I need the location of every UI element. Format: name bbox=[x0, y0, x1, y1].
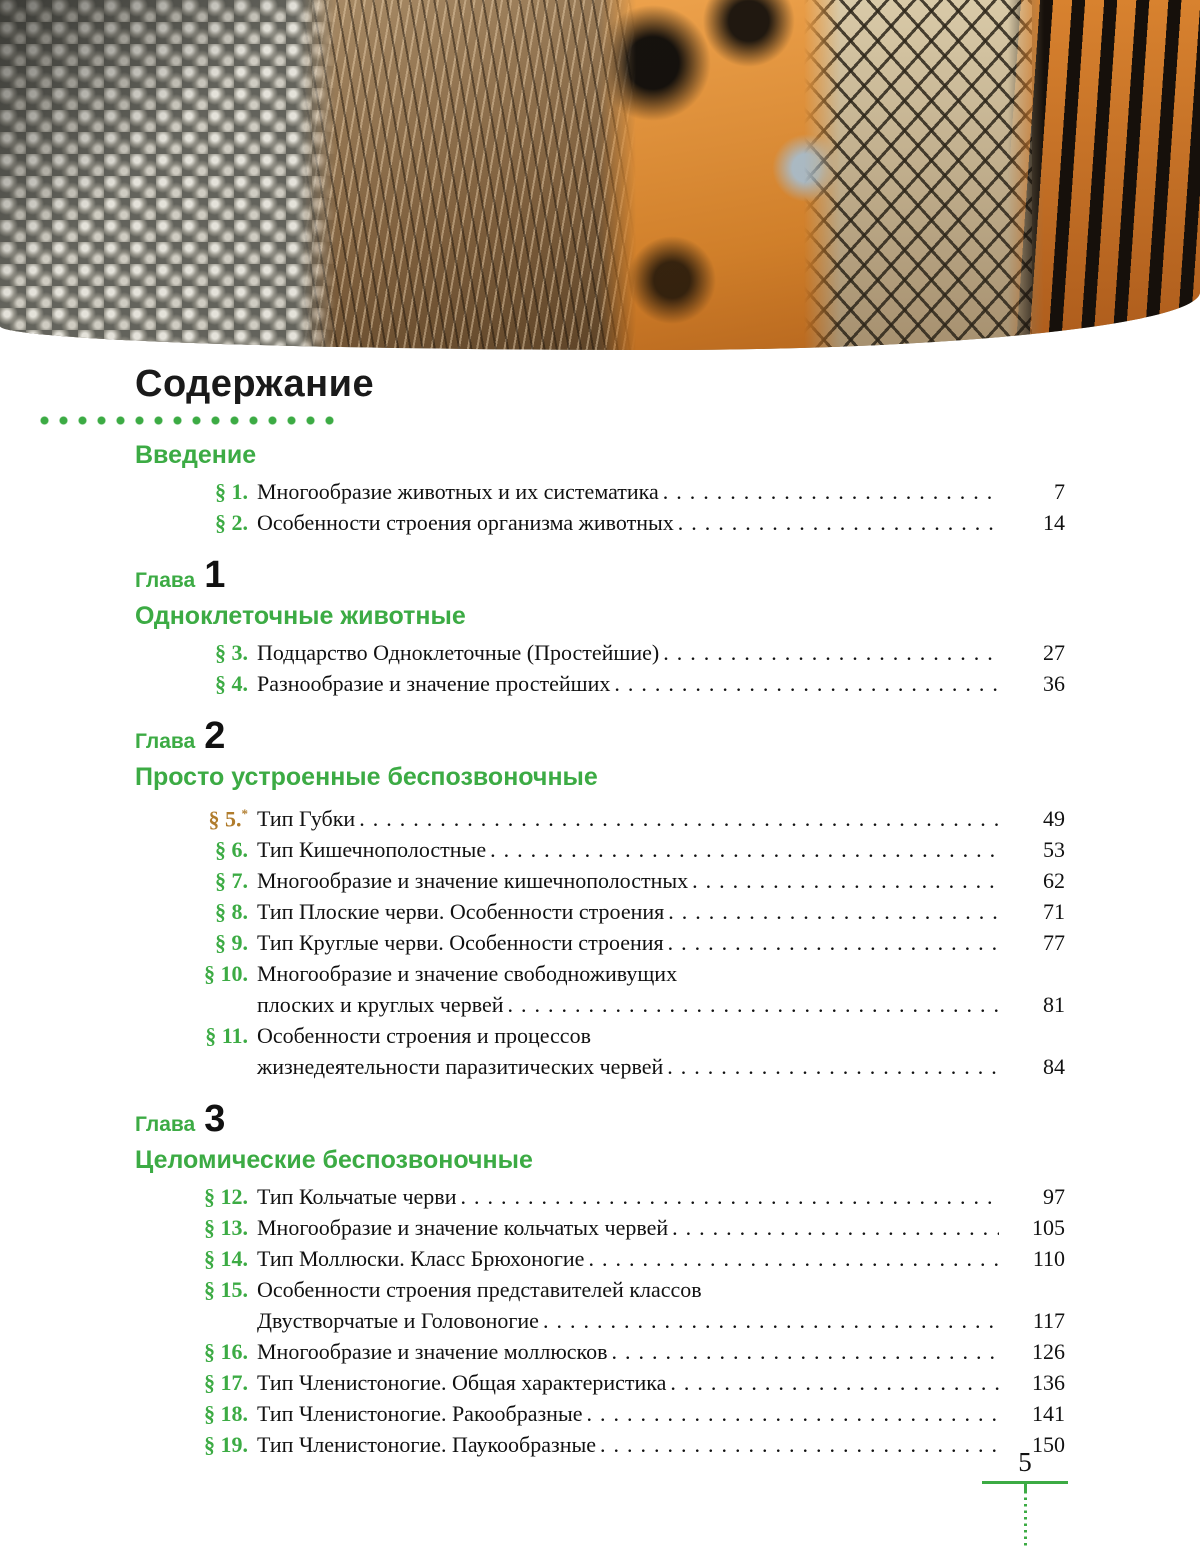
entry-number: § 2. bbox=[215, 510, 248, 535]
chapter-heading bbox=[135, 556, 1065, 602]
entry-text: Двустворчатые и Головоногие bbox=[257, 1308, 539, 1334]
dot-leader bbox=[612, 1336, 999, 1367]
toc-entry-line bbox=[135, 1398, 1065, 1429]
entry-page: 36 bbox=[1043, 671, 1065, 696]
dot-leader bbox=[490, 834, 999, 865]
toc-entry-line bbox=[135, 1367, 1065, 1398]
entry-page: 141 bbox=[1032, 1401, 1065, 1427]
entry-number: § 4. bbox=[215, 671, 248, 696]
toc-entry-line bbox=[135, 668, 1065, 699]
entry-page: 117 bbox=[1032, 1308, 1065, 1334]
dot-leader bbox=[670, 1367, 999, 1398]
animal-texture-banner bbox=[0, 0, 1200, 350]
dot-leader bbox=[692, 865, 999, 896]
chapter-label: Глава bbox=[135, 1113, 196, 1137]
entry-number: § 14. bbox=[204, 1246, 248, 1272]
entry-page: 77 bbox=[1043, 930, 1065, 956]
toc-entry-line bbox=[135, 798, 1065, 834]
dot-leader bbox=[668, 896, 999, 927]
entry-number: § 3. bbox=[215, 640, 248, 665]
section-heading: Просто устроенные беспозвоночные bbox=[135, 763, 598, 791]
entry-text: Многообразие и значение кольчатых червей bbox=[257, 1215, 669, 1241]
toc-entry-line bbox=[135, 896, 1065, 927]
dot-leader bbox=[508, 989, 1000, 1020]
dot-leader bbox=[614, 668, 999, 699]
page-footer bbox=[982, 1447, 1068, 1549]
entry-text: Многообразие животных и их систематика bbox=[257, 479, 659, 504]
entry-page: 105 bbox=[1032, 1215, 1065, 1241]
toc-entry-line bbox=[135, 1212, 1065, 1243]
entry-number: § 5.* bbox=[208, 806, 248, 832]
entry-number: § 18. bbox=[204, 1401, 248, 1427]
entry-number: § 16. bbox=[204, 1339, 248, 1365]
toc-entry-line bbox=[135, 507, 1065, 538]
entry-page: 71 bbox=[1043, 899, 1065, 925]
page-number: 5 bbox=[1018, 1447, 1032, 1477]
entry-page: 136 bbox=[1032, 1370, 1065, 1396]
page-title: Содержание bbox=[135, 363, 375, 405]
entry-number: § 10. bbox=[204, 961, 248, 987]
toc-entry-line bbox=[135, 927, 1065, 958]
toc-entry-line bbox=[135, 958, 1065, 989]
entry-text: Подцарство Одноклеточные (Простейшие) bbox=[257, 640, 660, 665]
entry-page: 84 bbox=[1043, 1054, 1065, 1080]
chapter-number: 3 bbox=[204, 1098, 226, 1141]
entry-page: 62 bbox=[1043, 868, 1065, 894]
toc-entry-line bbox=[135, 1274, 1065, 1305]
dot-leader bbox=[668, 927, 999, 958]
toc-entry-line bbox=[135, 989, 1065, 1020]
entry-text: Тип Плоские черви. Особенности строения bbox=[257, 899, 665, 925]
toc-entry-line bbox=[135, 834, 1065, 865]
entry-number: § 1. bbox=[215, 479, 248, 504]
footer-dotted-line bbox=[1024, 1491, 1027, 1549]
chapter-heading bbox=[135, 1100, 1065, 1146]
entry-text: Тип Членистоногие. Паукообразные bbox=[257, 1432, 597, 1458]
entry-number: § 19. bbox=[204, 1432, 248, 1458]
toc-section bbox=[135, 441, 1065, 538]
entry-page: 14 bbox=[1043, 510, 1065, 535]
chapter-number: 2 bbox=[204, 715, 226, 757]
snake-scales-texture bbox=[0, 0, 336, 350]
toc-entry-line bbox=[135, 865, 1065, 896]
toc-entry-line bbox=[135, 1020, 1065, 1051]
entry-number: § 8. bbox=[215, 899, 248, 925]
dot-leader bbox=[587, 1398, 1000, 1429]
dot-leader bbox=[678, 507, 999, 538]
entry-text: Особенности строения организма животных bbox=[257, 510, 674, 535]
toc-sections bbox=[135, 441, 1065, 1460]
toc-content bbox=[0, 350, 1200, 1460]
entry-number: § 11. bbox=[205, 1023, 248, 1049]
entry-text: Особенности строения представителей классов bbox=[257, 1277, 702, 1303]
entry-text: Тип Моллюски. Класс Брюхоногие bbox=[257, 1246, 585, 1272]
entry-text: Тип Членистоногие. Ракообразные bbox=[257, 1401, 583, 1427]
entry-number: § 15. bbox=[204, 1277, 248, 1303]
entry-number: § 9. bbox=[215, 930, 248, 956]
entry-page: 150 bbox=[1032, 1432, 1065, 1458]
entry-page: 7 bbox=[1054, 479, 1065, 504]
dot-leader bbox=[663, 476, 999, 507]
entry-text: Многообразие и значение свободноживущих bbox=[257, 961, 678, 987]
entry-text: Тип Кольчатые черви bbox=[257, 1184, 457, 1210]
toc-entry-line bbox=[135, 1243, 1065, 1274]
entry-text: Тип Членистоногие. Общая характеристика bbox=[257, 1370, 667, 1396]
entry-text: Тип Круглые черви. Особенности строения bbox=[257, 930, 664, 956]
toc-entry-line bbox=[135, 1181, 1065, 1212]
footer-stem bbox=[1024, 1484, 1027, 1491]
entry-page: 53 bbox=[1043, 837, 1065, 863]
toc-section bbox=[135, 717, 1065, 1082]
entry-text: Тип Кишечнополостные bbox=[257, 837, 487, 863]
section-heading: Введение bbox=[135, 441, 257, 469]
tiger-stripes-texture bbox=[1008, 0, 1200, 350]
toc-entry-line bbox=[135, 1305, 1065, 1336]
entry-page: 110 bbox=[1032, 1246, 1065, 1272]
entry-page: 49 bbox=[1043, 806, 1065, 832]
toc-entry-line bbox=[135, 1051, 1065, 1082]
dot-leader bbox=[543, 1305, 999, 1336]
section-heading: Одноклеточные животные bbox=[135, 602, 466, 630]
entry-text: Многообразие и значение моллюсков bbox=[257, 1339, 608, 1365]
dot-leader bbox=[667, 1051, 999, 1082]
dot-leader bbox=[600, 1429, 999, 1460]
entry-number: § 13. bbox=[204, 1215, 248, 1241]
dot-leader bbox=[460, 1181, 999, 1212]
dot-leader bbox=[588, 1243, 999, 1274]
entry-page: 81 bbox=[1043, 992, 1065, 1018]
dot-leader bbox=[672, 1212, 999, 1243]
entry-page: 97 bbox=[1043, 1184, 1065, 1210]
toc-section bbox=[135, 1100, 1065, 1460]
dot-leader bbox=[663, 637, 999, 668]
chapter-label: Глава bbox=[135, 730, 196, 753]
chapter-heading bbox=[135, 717, 1065, 763]
entry-text: Многообразие и значение кишечнополостных bbox=[257, 868, 689, 894]
toc-section bbox=[135, 556, 1065, 699]
entry-star: * bbox=[241, 806, 248, 821]
toc-entry-line bbox=[135, 1336, 1065, 1367]
entry-number: § 12. bbox=[204, 1184, 248, 1210]
toc-entry-line bbox=[135, 1429, 1065, 1460]
entry-page: 27 bbox=[1043, 640, 1065, 665]
dot-leader bbox=[359, 803, 999, 834]
toc-entry-line bbox=[135, 637, 1065, 668]
entry-text: жизнедеятельности паразитических червей bbox=[257, 1054, 664, 1080]
chapter-number: 1 bbox=[204, 554, 226, 596]
entry-number: § 17. bbox=[204, 1370, 248, 1396]
entry-number: § 6. bbox=[215, 837, 248, 863]
entry-text: Особенности строения и процессов bbox=[257, 1023, 591, 1049]
snakeskin-diamond-texture bbox=[804, 0, 1032, 350]
entry-number: § 7. bbox=[215, 868, 248, 894]
entry-text: Тип Губки bbox=[257, 806, 356, 832]
section-heading: Целомические беспозвоночные bbox=[135, 1146, 533, 1175]
chapter-label: Глава bbox=[135, 569, 196, 592]
entry-text: Разнообразие и значение простейших bbox=[257, 671, 611, 696]
entry-text: плоских и круглых червей bbox=[257, 992, 504, 1018]
entry-page: 126 bbox=[1032, 1339, 1065, 1365]
toc-entry-line bbox=[135, 476, 1065, 507]
decorative-green-dots bbox=[35, 416, 339, 425]
feathers-texture bbox=[300, 0, 636, 350]
